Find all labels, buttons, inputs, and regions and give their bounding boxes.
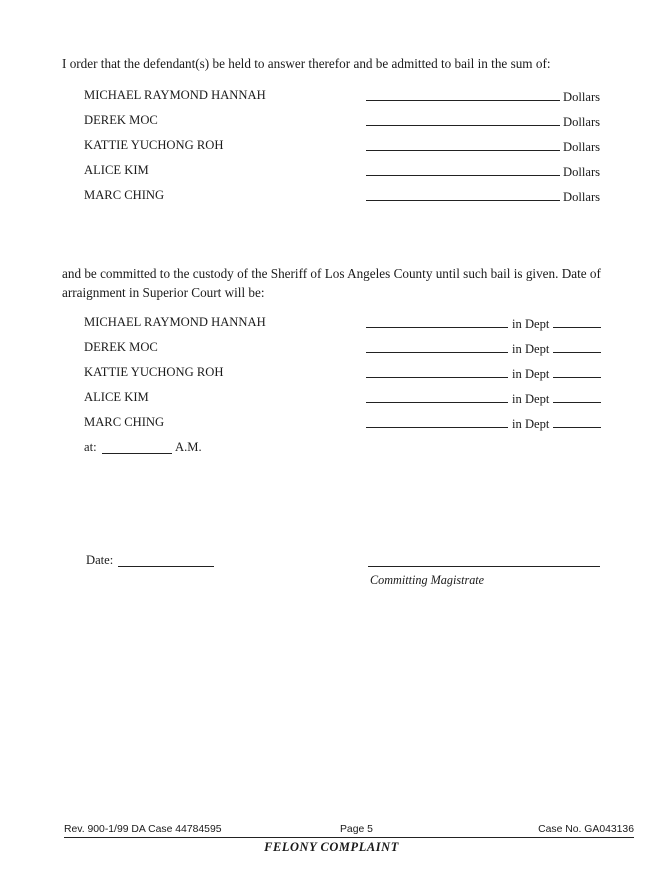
arraignment-row xyxy=(0,315,663,333)
magistrate-signature-line xyxy=(368,566,600,567)
bail-amount-blank xyxy=(366,150,560,151)
date-label: Date: xyxy=(86,553,114,567)
custody-text: and be committed to the custody of the Sheriff of Los Angeles County until such bail is given. Date of arraignment in Superior Court will be: xyxy=(62,266,601,300)
arraignment-date-blank xyxy=(366,427,508,428)
dollars-label: Dollars xyxy=(563,140,601,154)
dept-label: in Dept xyxy=(512,417,550,431)
dept-blank xyxy=(553,427,601,428)
bail-row xyxy=(0,138,663,156)
dept-label: in Dept xyxy=(512,367,550,381)
dept-blank xyxy=(553,327,601,328)
arraignment-row xyxy=(0,365,663,383)
at-label: at: xyxy=(84,440,97,454)
bail-amount-blank xyxy=(366,175,560,176)
dollars-label: Dollars xyxy=(563,165,601,179)
page-number: Page 5 xyxy=(340,824,373,835)
dept-blank xyxy=(553,352,601,353)
defendant-name: DEREK MOC xyxy=(84,113,158,127)
arraignment-date-blank xyxy=(366,327,508,328)
bail-row xyxy=(0,163,663,181)
defendant-name: DEREK MOC xyxy=(84,340,158,354)
page-footer xyxy=(64,824,634,838)
defendant-name: ALICE KIM xyxy=(84,163,149,177)
date-blank xyxy=(118,566,214,567)
bail-amount-blank xyxy=(366,200,560,201)
defendant-name: MARC CHING xyxy=(84,188,165,202)
bail-order-text: I order that the defendant(s) be held to answer therefor and be admitted to bail in the sum of: xyxy=(62,56,551,71)
arraignment-row xyxy=(0,390,663,408)
bail-row xyxy=(0,113,663,131)
bail-amount-blank xyxy=(366,125,560,126)
dept-label: in Dept xyxy=(512,317,550,331)
revision-and-da-case: Rev. 900-1/99 DA Case 44784595 xyxy=(64,824,222,835)
dept-blank xyxy=(553,402,601,403)
case-number: Case No. GA043136 xyxy=(538,824,634,835)
dept-label: in Dept xyxy=(512,392,550,406)
committing-magistrate-caption: Committing Magistrate xyxy=(370,573,485,587)
defendant-name: MARC CHING xyxy=(84,415,165,429)
dept-label: in Dept xyxy=(512,342,550,356)
bail-amount-blank xyxy=(366,100,560,101)
dollars-label: Dollars xyxy=(563,90,601,104)
defendant-name: KATTIE YUCHONG ROH xyxy=(84,138,224,152)
dollars-label: Dollars xyxy=(563,115,601,129)
defendant-name: MICHAEL RAYMOND HANNAH xyxy=(84,88,266,102)
am-label: A.M. xyxy=(175,440,202,454)
footer-divider xyxy=(64,837,634,838)
bail-row xyxy=(0,88,663,106)
dollars-label: Dollars xyxy=(563,190,601,204)
arraignment-row xyxy=(0,415,663,433)
dept-blank xyxy=(553,377,601,378)
defendant-name: ALICE KIM xyxy=(84,390,149,404)
defendant-name: KATTIE YUCHONG ROH xyxy=(84,365,224,379)
bail-row xyxy=(0,188,663,206)
time-blank xyxy=(102,453,172,454)
defendant-name: MICHAEL RAYMOND HANNAH xyxy=(84,315,266,329)
arraignment-date-blank xyxy=(366,377,508,378)
document-title: FELONY COMPLAINT xyxy=(264,840,399,854)
arraignment-row xyxy=(0,340,663,358)
arraignment-date-blank xyxy=(366,352,508,353)
arraignment-date-blank xyxy=(366,402,508,403)
